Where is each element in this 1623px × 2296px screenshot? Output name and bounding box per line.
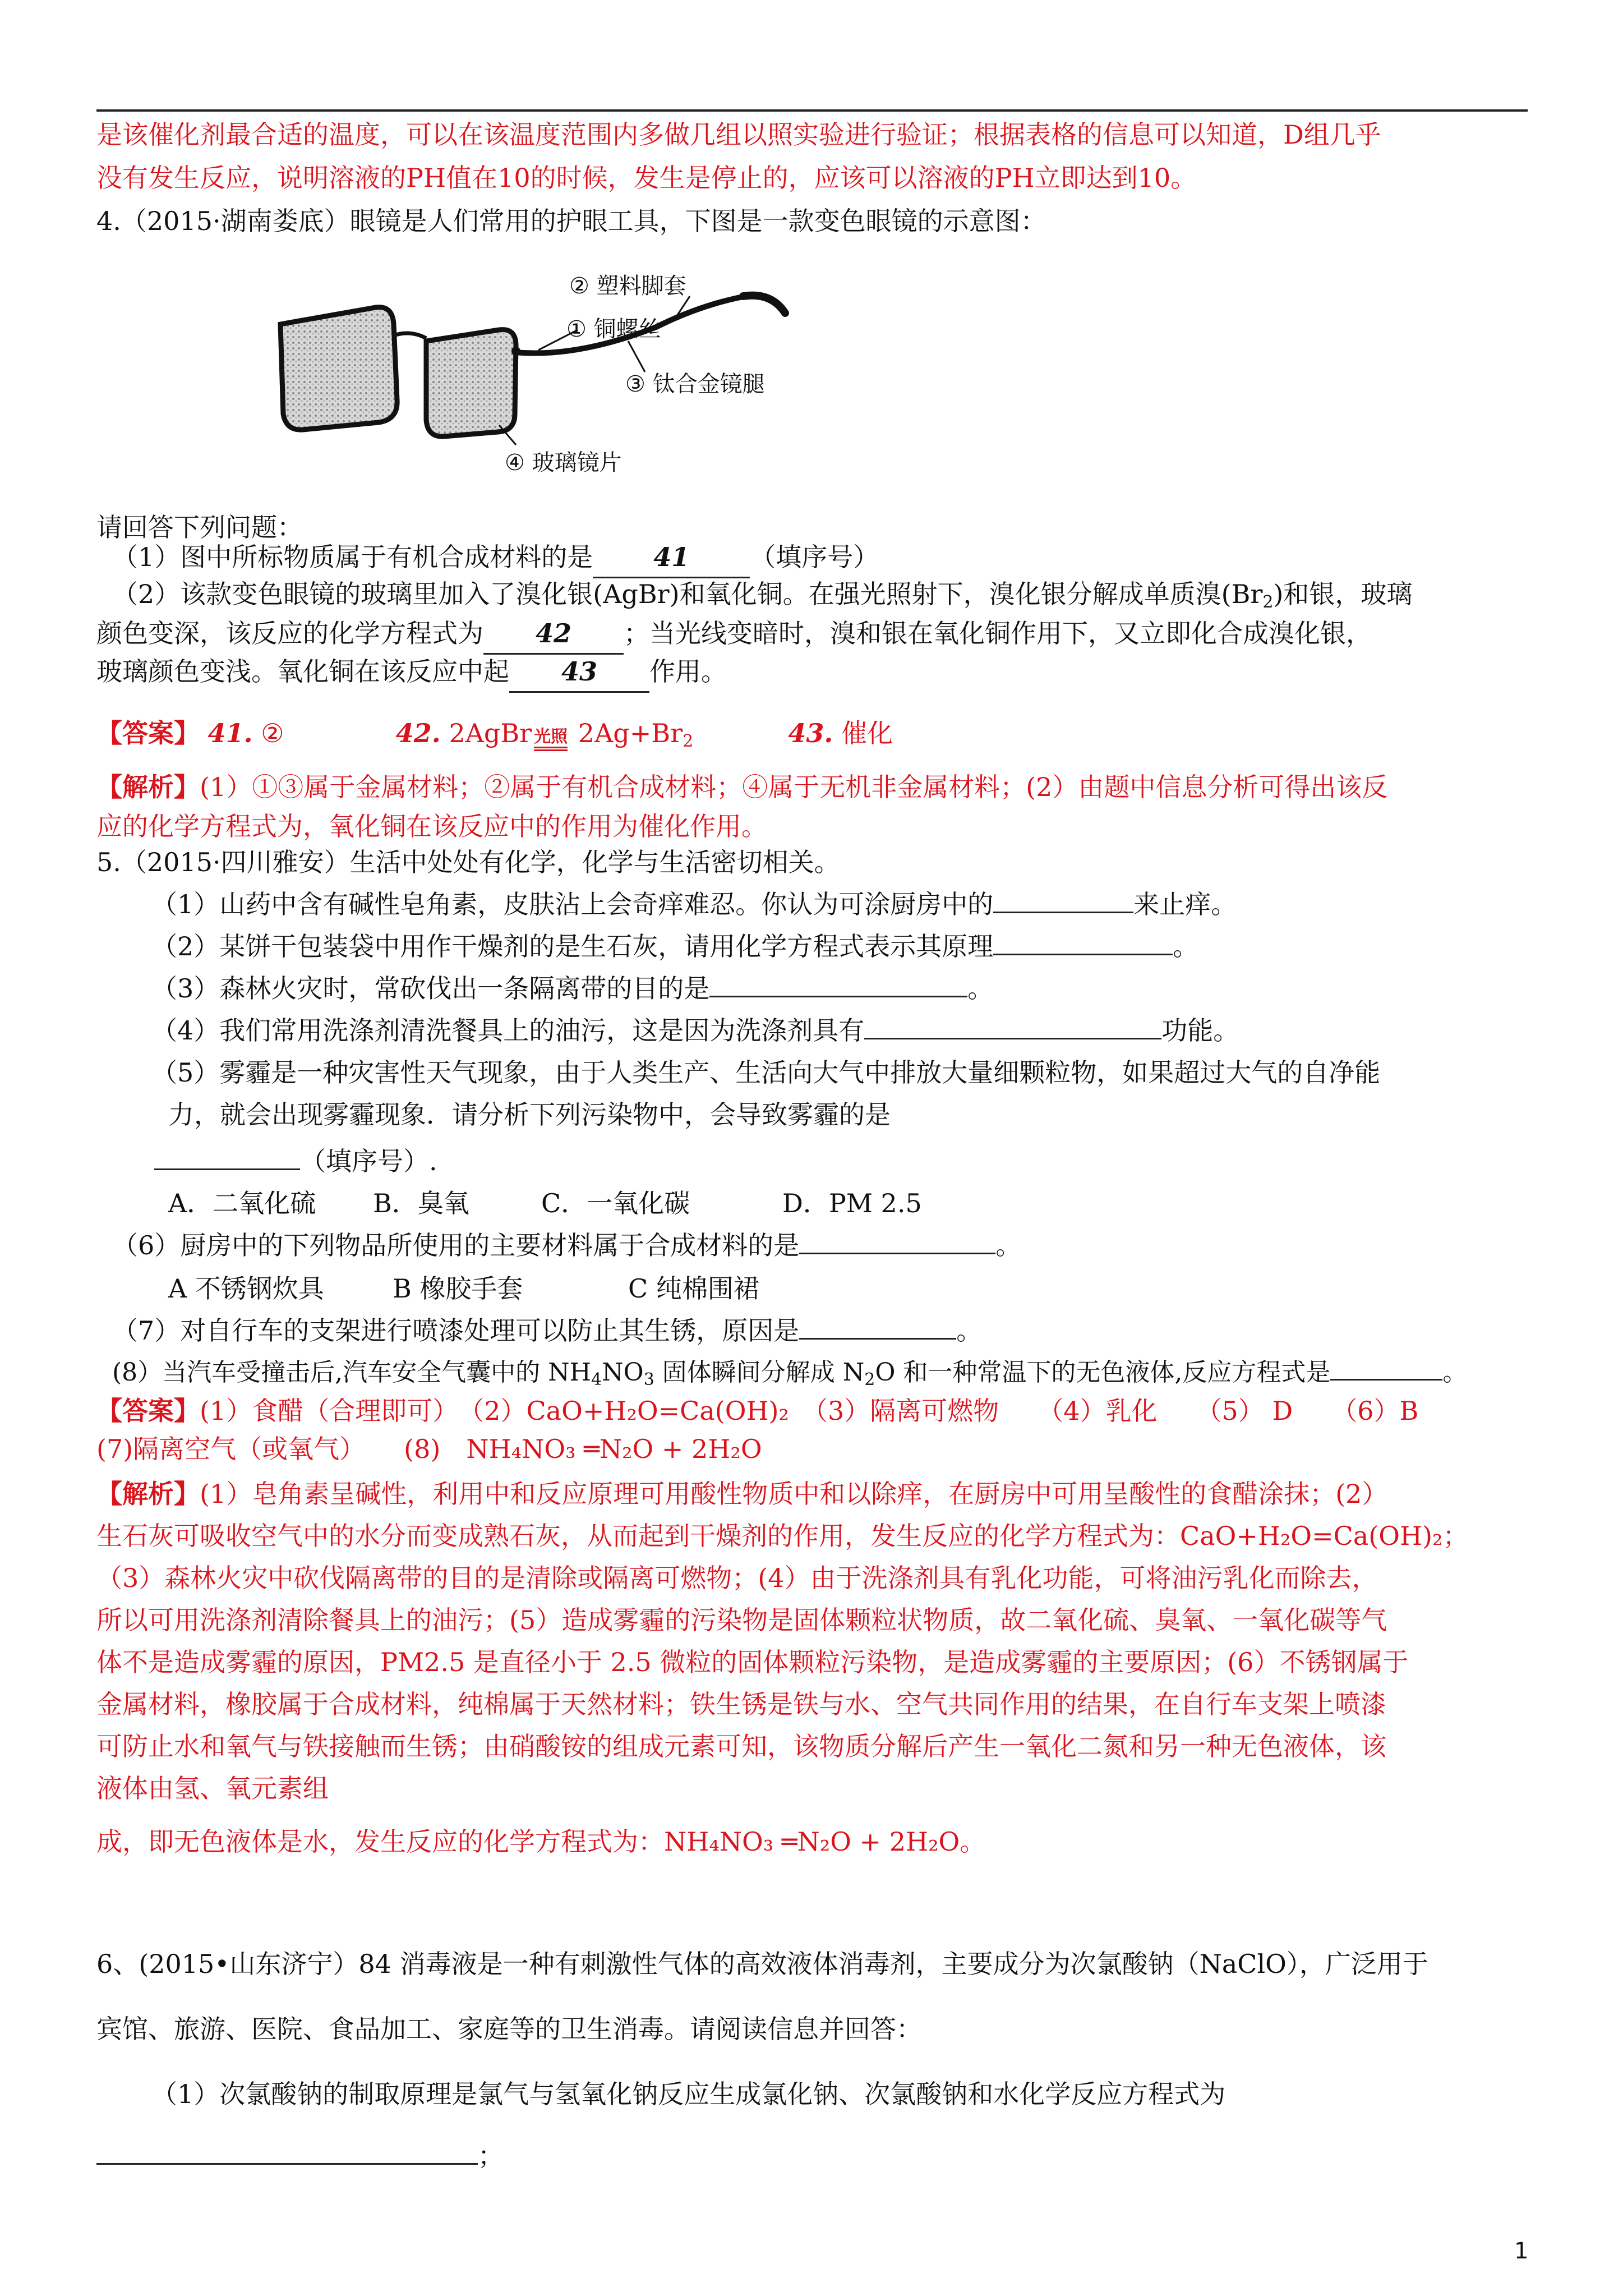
q5-part-7: （7）对自行车的支架进行喷漆处理可以防止其生锈，原因是 。 <box>112 1311 982 1350</box>
label-glass-lens: ④ 玻璃镜片 <box>505 450 622 476</box>
q5-analysis-line-7: 可防止水和氧气与铁接触而生锈；由硝酸铵的组成元素可知，该物质分解后产生一氧化二氮和另一种无色液体，该 <box>96 1731 1386 1761</box>
q6-blank-1[interactable] <box>96 2137 478 2165</box>
q4-part-2-line-2: 颜色变深，该反应的化学方程式为 42 ；当光线变暗时，溴和银在氧化铜作用下，又立即化合成溴化银， <box>96 614 1372 655</box>
option-b: B．臭氧 <box>373 1188 469 1218</box>
q5-part-5-line-3: （填序号）. <box>154 1142 437 1181</box>
q5-analysis-line-6: 金属材料，橡胶属于合成材料，纯棉属于天然材料；铁生锈是铁与水、空气共同作用的结果，在自行车支架上喷漆 <box>96 1689 1386 1719</box>
bridge-icon <box>394 333 426 338</box>
answer-blank-42[interactable]: 42 <box>483 614 624 655</box>
glasses-drawing <box>280 296 785 437</box>
q5-blank-8[interactable] <box>1330 1353 1442 1381</box>
q5-blank-2[interactable] <box>993 928 1173 955</box>
answer-blank-43[interactable]: 43 <box>509 652 649 693</box>
q4-answer: 【答案】 41. ② 42. 2AgBr 光照 $2Ag+Br_2$ 43. 催化 <box>96 718 893 751</box>
q4-analysis-line-1: 【解析】(1）①③属于金属材料；②属于有机合成材料；④属于无机非金属材料；(2）由题中信息分析可得出该反 <box>96 772 1388 802</box>
q6-stem-line-2: 宾馆、旅游、医院、食品加工、家庭等的卫生消毒。请阅读信息并回答： <box>96 2014 922 2044</box>
q5-analysis-line-1: 【解析】(1）皂角素呈碱性，利用中和反应原理可用酸性物质中和以除痒，在厨房中可用呈酸性的食醋涂抹；(2） <box>96 1479 1388 1509</box>
q5-part-6-options <box>168 1269 759 1308</box>
option-c: C．一氧化碳 <box>541 1188 690 1218</box>
q5-analysis-line-3: （3）森林火灾中砍伐隔离带的目的是清除或隔离可燃物；(4）由于洗涤剂具有乳化功能，可将油污乳化而除去， <box>96 1563 1378 1593</box>
intro-line-1: 是该催化剂最合适的温度，可以在该温度范围内多做几组以照实验进行验证；根据表格的信息可以知道，D组几乎 <box>96 119 1381 150</box>
q4-part-1: （1）图中所标物质属于有机合成材料的是 41 （填序号） <box>112 537 879 578</box>
label-titanium-arm: ③ 钛合金镜腿 <box>625 371 765 397</box>
answer-blank-41[interactable]: 41 <box>593 537 750 578</box>
label-plastic-tip: ② 塑料脚套 <box>569 273 686 299</box>
page-number: 1 <box>1514 2238 1529 2264</box>
q5-part-1: （1）山药中含有碱性皂角素，皮肤沾上会奇痒难忍。你认为可涂厨房中的 来止痒。 <box>151 885 1237 924</box>
q5-analysis-line-2: 生石灰可吸收空气中的水分而变成熟石灰，从而起到干燥剂的作用，发生反应的化学方程式为：CaO+H₂O=Ca(OH)₂； <box>96 1521 1469 1551</box>
q5-blank-3[interactable] <box>709 970 967 997</box>
hinge-screw-icon <box>511 347 520 356</box>
label-copper-screw: ① 铜螺丝 <box>566 316 661 342</box>
q6-part-1-answer-line: ； <box>96 2136 504 2175</box>
q4-stem: 4.（2015·湖南娄底）眼镜是人们常用的护眼工具，下图是一款变色眼镜的示意图： <box>96 206 1046 236</box>
q5-part-2: （2）某饼干包装袋中用作干燥剂的是生石灰，请用化学方程式表示其原理 。 <box>151 927 1198 966</box>
option-d: D．PM 2.5 <box>782 1188 922 1218</box>
option-a: A 不锈钢炊具 <box>168 1273 324 1304</box>
q5-part-5-line-2: 力，就会出现雾霾现象．请分析下列污染物中，会导致雾霾的是 <box>168 1099 891 1130</box>
option-b: B 橡胶手套 <box>393 1273 523 1304</box>
q6-part-1: （1）次氯酸钠的制取原理是氯气与氢氧化钠反应生成氯化钠、次氯酸钠和水化学反应方程式为 <box>151 2079 1226 2109</box>
q5-part-5-options <box>168 1184 922 1223</box>
q5-part-3: （3）森林火灾时，常砍伐出一条隔离带的目的是 。 <box>151 969 993 1008</box>
ear-tip-icon <box>743 296 785 313</box>
q5-analysis-line-9: 成，即无色液体是水，发生反应的化学方程式为：NH₄NO₃ ═N₂O + 2H₂O。 <box>96 1826 986 1857</box>
q5-blank-4[interactable] <box>864 1012 1161 1039</box>
q5-blank-1[interactable] <box>993 886 1133 913</box>
option-c: C 纯棉围裙 <box>628 1273 759 1304</box>
intro-line-2: 没有发生反应，说明溶液的PH值在10的时候，发生是停止的，应该可以溶液的PH立即达到10。 <box>96 163 1197 193</box>
q5-answer-line-2: (7)隔离空气（或氧气） (8) NH₄NO₃ ═N₂O + 2H₂O <box>96 1434 762 1464</box>
q5-blank-6[interactable] <box>799 1227 995 1254</box>
q4-prompt: 请回答下列问题： <box>96 512 303 542</box>
q5-stem: 5.（2015·四川雅安）生活中处处有化学，化学与生活密切相关。 <box>96 847 840 877</box>
q5-part-4: （4）我们常用洗涤剂清洗餐具上的油污，这是因为洗涤剂具有 功能。 <box>151 1011 1239 1050</box>
q5-analysis-line-5: 体不是造成雾霾的原因，PM2.5 是直径小于 2.5 微粒的固体颗粒污染物，是造成雾霾的主要原因；(6）不锈钢属于 <box>96 1647 1409 1677</box>
q5-blank-5[interactable] <box>154 1143 300 1170</box>
q5-blank-7[interactable] <box>799 1312 956 1340</box>
right-lens-icon <box>426 330 516 437</box>
q5-analysis-line-4: 所以可用洗涤剂清除餐具上的油污；(5）造成雾霾的污染物是固体颗粒状物质，故二氧化硫、臭氧、一氧化碳等气 <box>96 1605 1387 1635</box>
q5-part-5-line-1: （5）雾霾是一种灾害性天气现象，由于人类生产、生活向大气中排放大量细颗粒物，如果超过大气的自净能 <box>151 1057 1381 1088</box>
header-rule <box>96 109 1528 112</box>
q5-analysis-line-8: 液体由氢、氧元素组 <box>96 1773 329 1803</box>
reaction-condition: 光照 <box>532 729 570 751</box>
q5-answer-line-1: 【答案】(1）食醋（合理即可） （2）CaO+H₂O=Ca(OH)₂ （3）隔离可燃物 （4）乳化 （5） D （6）B <box>96 1396 1419 1426</box>
q5-part-8: (8）当汽车受撞击后,汽车安全气囊中的 $NH_4NO_3$ 固体瞬间分解成 $N_2O$ 和一种常温下的无色液体,反应方程式是 。 <box>112 1353 1467 1400</box>
option-a: A．二氧化硫 <box>168 1188 316 1218</box>
glasses-figure <box>264 251 802 487</box>
q4-analysis-line-2: 应的化学方程式为，氧化铜在该反应中的作用为催化作用。 <box>96 811 767 841</box>
q5-part-6: （6）厨房中的下列物品所使用的主要材料属于合成材料的是 。 <box>112 1226 1021 1265</box>
left-lens-icon <box>280 307 397 430</box>
q6-stem-line-1: 6、(2015•山东济宁）84 消毒液是一种有刺激性气体的高效液体消毒剂，主要成分为次氯酸钠（NaClO），广泛用于 <box>96 1949 1428 1979</box>
q4-part-2-line-3: 玻璃颜色变浅。氧化铜在该反应中起 43 作用。 <box>96 652 727 693</box>
q4-part-2-line-1: （2）该款变色眼镜的玻璃里加入了溴化银(AgBr)和氧化铜。在强光照射下，溴化银分解成单质溴$(Br_2)$和银，玻璃 <box>112 579 1413 612</box>
